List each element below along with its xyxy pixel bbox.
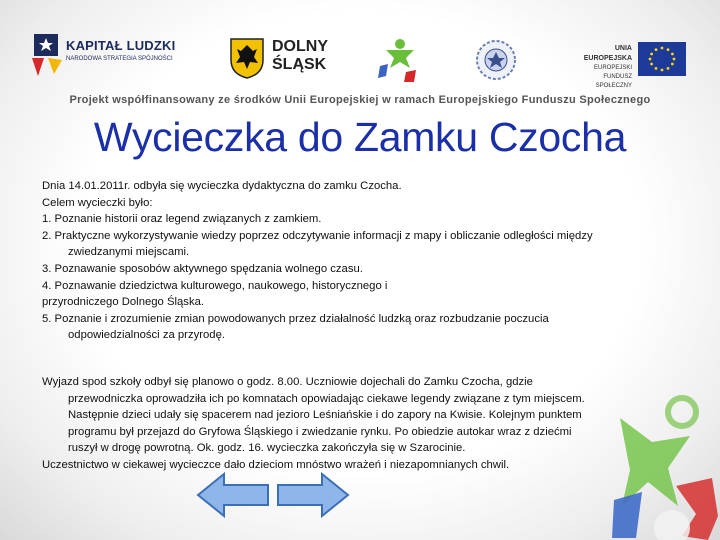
emblem-icon [474, 38, 518, 82]
kapital-title: KAPITAŁ LUDZKI [66, 38, 176, 53]
goal-item-continued: odpowiedzialności za przyrodę. [68, 329, 225, 342]
kapital-ludzki-logo [28, 30, 178, 82]
eu-line2: EUROPEJSKI [593, 65, 632, 71]
goal-item: 5. Poznanie i zrozumienie zmian powodowanych przez działalność ludzką oraz rozbudzanie poczucia [42, 312, 549, 325]
kapital-ludzki-logo-icon [28, 30, 64, 80]
report-line: programu był przejazd do Gryfowa Śląskiego i zwiedzanie rynku. Po obiedzie autokar wraz z dziećmi [68, 425, 572, 438]
goal-item-continued: zwiedzanymi miejscami. [68, 246, 190, 259]
eu-line1: UNIA EUROPEJSKA [583, 45, 632, 62]
spacer [42, 344, 682, 374]
slask-text: ŚLĄSK [272, 56, 327, 73]
next-button[interactable] [274, 472, 350, 518]
eu-logo [562, 40, 692, 89]
closing-line: Uczestnictwo w ciekawej wycieczce dało dzieciom mnóstwo wrażeń i niezapomnianych chwil. [42, 458, 510, 471]
report-line: ruszył w drogę powrotną. Ok. godz. 16. wycieczka zakończyła się w Szarocinie. [68, 442, 466, 455]
intro-line: Dnia 14.01.2011r. odbyła się wycieczka dydaktyczna do zamku Czocha. [42, 180, 402, 192]
report-line: Następnie dzieci udały się spacerem nad jezioro Leśniańskie i do zapory na Kwisie. Kolejnym punktem [68, 409, 582, 422]
eu-flag-icon [638, 42, 686, 76]
page-title: Wycieczka do Zamku Czocha [93, 114, 627, 160]
goal-item: 1. Poznanie historii oraz legend związanych z zamkiem. [42, 213, 322, 226]
emblem [474, 38, 518, 82]
kapital-subtitle: NARODOWA STRATEGIA SPÓJNOŚCI [66, 56, 173, 62]
goal-item: 3. Poznawanie sposobów aktywnego spędzania wolnego czasu. [42, 262, 363, 275]
report-line: przewodniczka oprowadziła ich po komnatach opowiadając ciekawe legendy związane z tym miejscem. [68, 392, 585, 405]
dolny-text: DOLNY [272, 38, 328, 55]
goal-item: przyrodniczego Dolnego Śląska. [42, 296, 205, 309]
dolny-slask-crest-icon [228, 36, 266, 80]
arrow-right-icon [278, 474, 348, 516]
school-star-logo-icon [376, 36, 420, 86]
logo-bar [0, 0, 720, 92]
stars-decoration-icon [612, 388, 720, 540]
previous-button[interactable] [196, 472, 272, 518]
report-line: Wyjazd spod szkoły odbył się planowo o godz. 8.00. Uczniowie dojechali do Zamku Czocha, gdzie [42, 375, 533, 388]
arrow-left-icon [198, 474, 268, 516]
eu-line3: FUNDUSZ SPOŁECZNY [595, 74, 632, 89]
goal-item: 4. Poznawanie dziedzictwa kulturowego, naukowego, historycznego i [42, 279, 388, 292]
school-logo [376, 36, 420, 86]
main-text [42, 178, 682, 474]
goal-item: 2. Praktyczne wykorzystywanie wiedzy poprzez odczytywanie informacji z mapy i obliczanie odległości między [42, 229, 593, 242]
goals-heading: Celem wycieczki było: [42, 196, 153, 209]
dolny-slask-logo [228, 36, 340, 80]
eu-text [566, 44, 632, 91]
project-funding-line: Projekt współfinansowany ze środków Unii Europejskiej w ramach Europejskiego Funduszu Społecznego [69, 94, 651, 106]
